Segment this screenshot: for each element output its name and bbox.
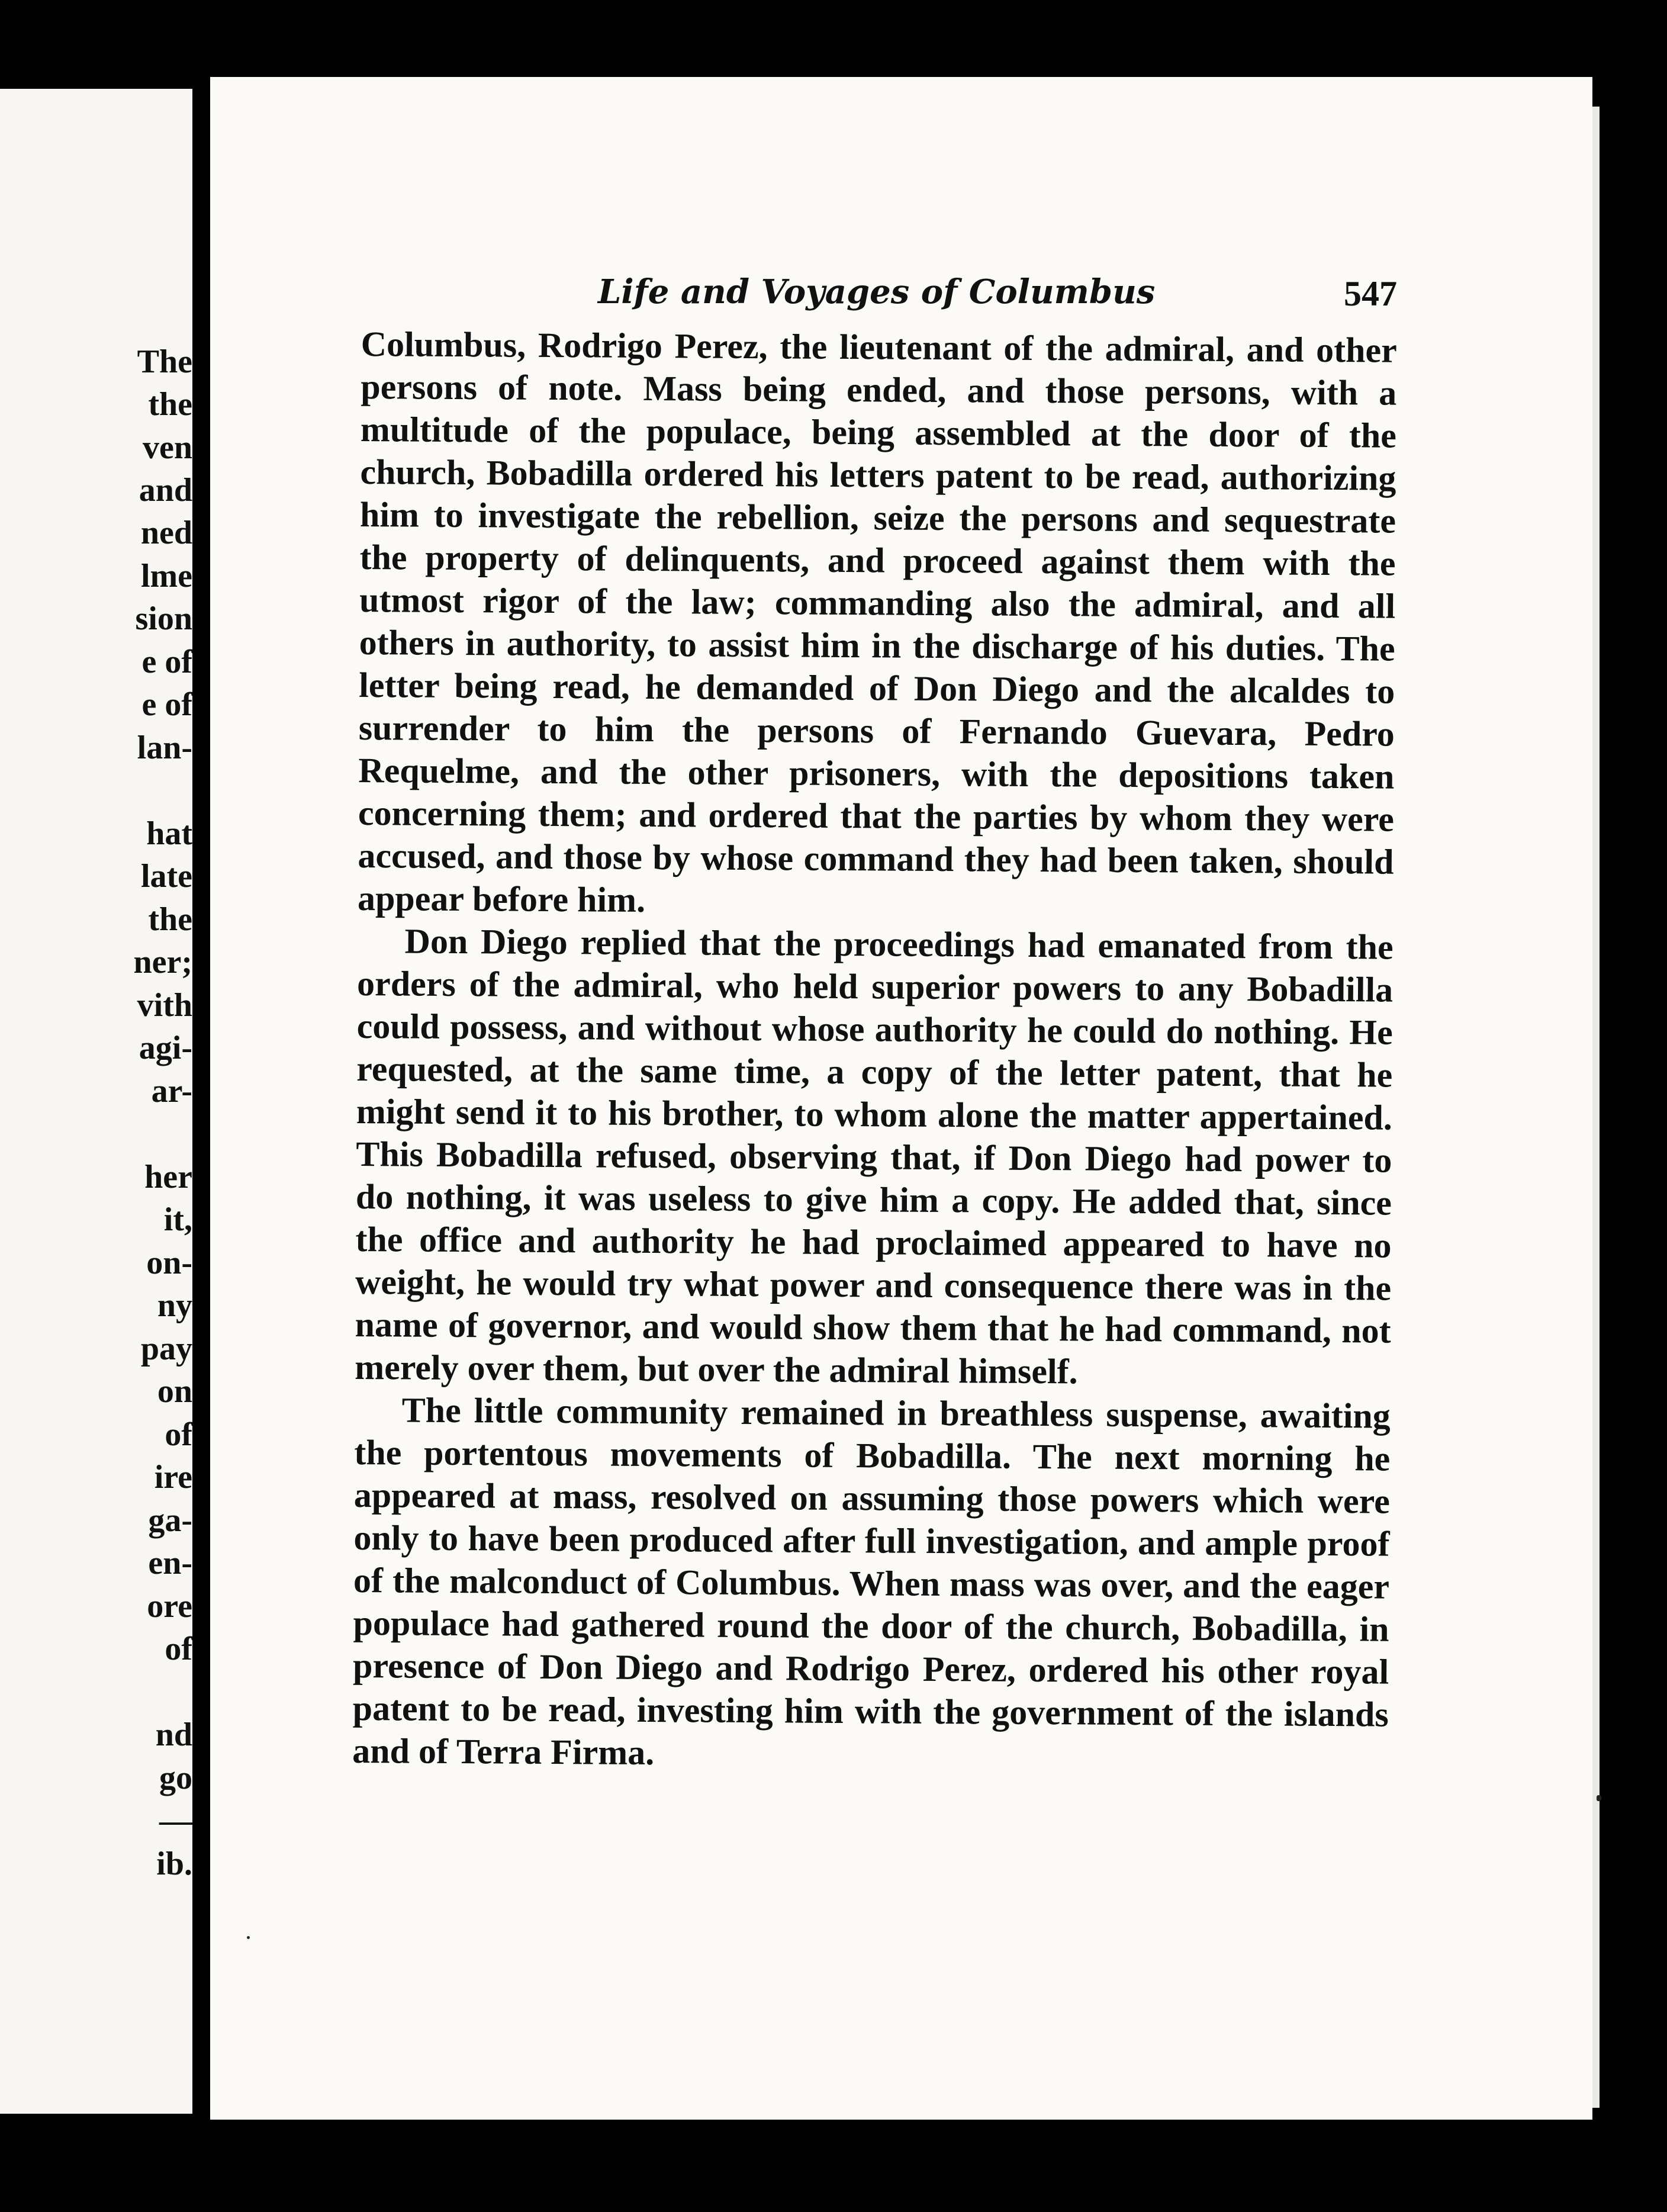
previous-page-line: e of [141, 686, 192, 723]
previous-page-line: her [144, 1159, 192, 1195]
previous-page-line: The [137, 343, 192, 380]
previous-page-fragment [0, 89, 192, 2114]
previous-page-line: ny [157, 1287, 192, 1324]
previous-page-line: hat [146, 815, 192, 852]
previous-page-line: en- [148, 1545, 192, 1581]
previous-page-line: and [139, 472, 192, 509]
previous-page-line: ner; [133, 944, 192, 980]
previous-page-line: — [159, 1802, 192, 1839]
previous-page-line: ib. [156, 1846, 192, 1882]
previous-page-line: pay [140, 1330, 192, 1367]
paragraph: Don Diego replied that the proceedings had emanated from the orders of the admiral, who held superior powers to any Bobadilla could possess, and without whose authority he could do nothing. He requested, at the same time, a copy of the letter patent, that he might send it to his brother, to whom alone the matter appertained. This Bobadilla refused, observing that, if Don Diego had power to do nothing, it was useless to give him a copy. He added that, since the office and authority he had proclaimed appeared to have no weight, he would try what power and consequence there was in the name of governor, and would show them that he had command, not merely over them, but over the admiral himself. [355, 921, 1394, 1391]
previous-page-line: go [159, 1760, 192, 1796]
previous-page-line: agi- [139, 1030, 192, 1066]
previous-page-line: vith [137, 987, 192, 1024]
previous-page-line: ar- [151, 1073, 192, 1110]
paragraph: Columbus, Rodrigo Perez, the lieutenant of the admiral, and other persons of note. Mass being ended, and those persons, with a multitude of the populace, being assembled at the door of the church, Bobadilla ordered his letters patent to be read, authorizing him to investigate the rebellion, seize the persons and sequestrate the property of delinquents, and proceed against them with the utmost rigor of the law; commanding also the admiral, and all others in authority, to assist him in the discharge of his duties. The letter being read, he demanded of Don Diego and the alcaldes to surrender to him the persons of Fernando Guevara, Pedro Requelme, and the other prisoners, with the depositions taken concerning them; and ordered that the parties by whom they were accused, and those by whose command they had been taken, should appear before him. [357, 324, 1397, 919]
previous-page-line: the [148, 901, 192, 938]
scan-speck [247, 1936, 250, 1939]
previous-page-line: nd [155, 1716, 192, 1753]
scan-speck [1597, 1795, 1601, 1801]
previous-page-line: sion [135, 600, 192, 637]
previous-page-line: the [148, 386, 192, 423]
paragraph: The little community remained in breathless suspense, awaiting the portentous movements of Bobadilla. The next morning he appeared at mass, resolved on assuming those powers which were only to have been produced after full investigation, and ample proof of the malconduct of Columbus. When mass was over, and the eager populace had gathered round the door of the church, Bobadilla, in presence of Don Diego and Rodrigo Perez, ordered his other royal patent to be read, investing him with the government of the islands and of Terra Firma. [352, 1390, 1391, 1773]
previous-page-line: lan- [137, 729, 192, 766]
previous-page-line: e of [141, 644, 192, 680]
previous-page-line: late [140, 858, 192, 895]
running-head: Life and Voyages of Columbus [598, 272, 1156, 311]
previous-page-line: of [165, 1631, 192, 1667]
previous-page-line: ned [140, 515, 192, 551]
previous-page-line: it, [163, 1201, 192, 1238]
previous-page-line: ire [154, 1459, 192, 1496]
previous-page-line: of [165, 1416, 192, 1453]
previous-page-line: lme [140, 558, 192, 594]
previous-page-line: ore [147, 1588, 192, 1625]
body-text [352, 323, 1397, 1779]
previous-page-line: on [157, 1373, 192, 1410]
page-number: 547 [1344, 274, 1397, 313]
previous-page-line: ven [143, 429, 192, 466]
page-edge [1592, 107, 1600, 2108]
previous-page-line: on- [146, 1245, 192, 1281]
previous-page-line: ga- [148, 1502, 192, 1539]
